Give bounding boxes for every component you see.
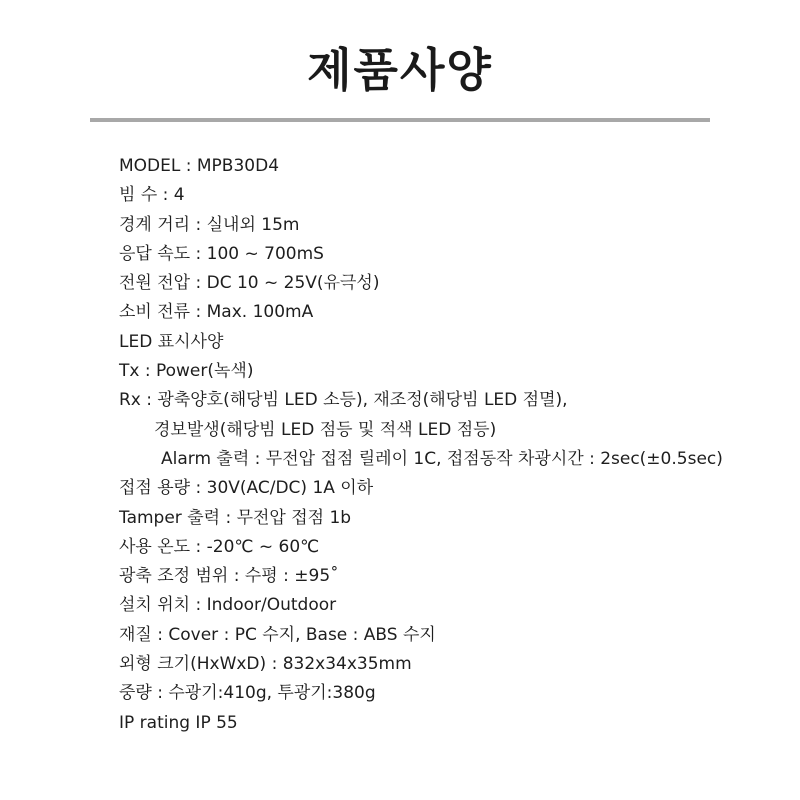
spec-led-indication: LED 표시사양 (119, 331, 224, 352)
spec-detection-range: 경계 거리 : 실내외 15m (119, 214, 300, 235)
spec-installation: 설치 위치 : Indoor/Outdoor (119, 595, 337, 616)
spec-current-consumption: 소비 전류 : Max. 100mA (119, 302, 314, 323)
spec-alarm-output: Alarm 출력 : 무전압 접점 릴레이 1C, 접점동작 차광시간 : 2sec(±0.5sec) (161, 448, 723, 469)
spec-beam-count: 빔 수 : 4 (119, 185, 185, 206)
spec-dimensions: 외형 크기(HxWxD) : 832x34x35mm (119, 654, 412, 675)
spec-rx-led: Rx : 광축양호(해당빔 LED 소등), 재조정(해당빔 LED 점멸), (119, 390, 568, 411)
spec-material: 재질 : Cover : PC 수지, Base : ABS 수지 (119, 624, 436, 645)
spec-weight: 중량 : 수광기:410g, 투광기:380g (119, 683, 376, 704)
spec-tamper-output: Tamper 출력 : 무전압 접점 1b (119, 507, 352, 528)
spec-contact-capacity: 접점 용량 : 30V(AC/DC) 1A 이하 (119, 478, 374, 499)
spec-model: MODEL : MPB30D4 (119, 156, 280, 176)
title-divider (90, 118, 710, 122)
spec-operating-temp: 사용 온도 : -20℃ ~ 60℃ (119, 536, 320, 557)
spec-list (119, 152, 759, 738)
spec-ip-rating: IP rating IP 55 (119, 712, 238, 733)
spec-response-speed: 응답 속도 : 100 ~ 700mS (119, 243, 324, 264)
spec-rx-led-cont: 경보발생(해당빔 LED 점등 및 적색 LED 점등) (154, 419, 497, 440)
spec-tx-led: Tx : Power(녹색) (119, 361, 254, 382)
page-title: 제품사양 (307, 43, 493, 97)
spec-alignment-range: 광축 조정 범위 : 수평 : ±95˚ (119, 566, 339, 587)
spec-supply-voltage: 전원 전압 : DC 10 ~ 25V(유극성) (119, 273, 380, 294)
